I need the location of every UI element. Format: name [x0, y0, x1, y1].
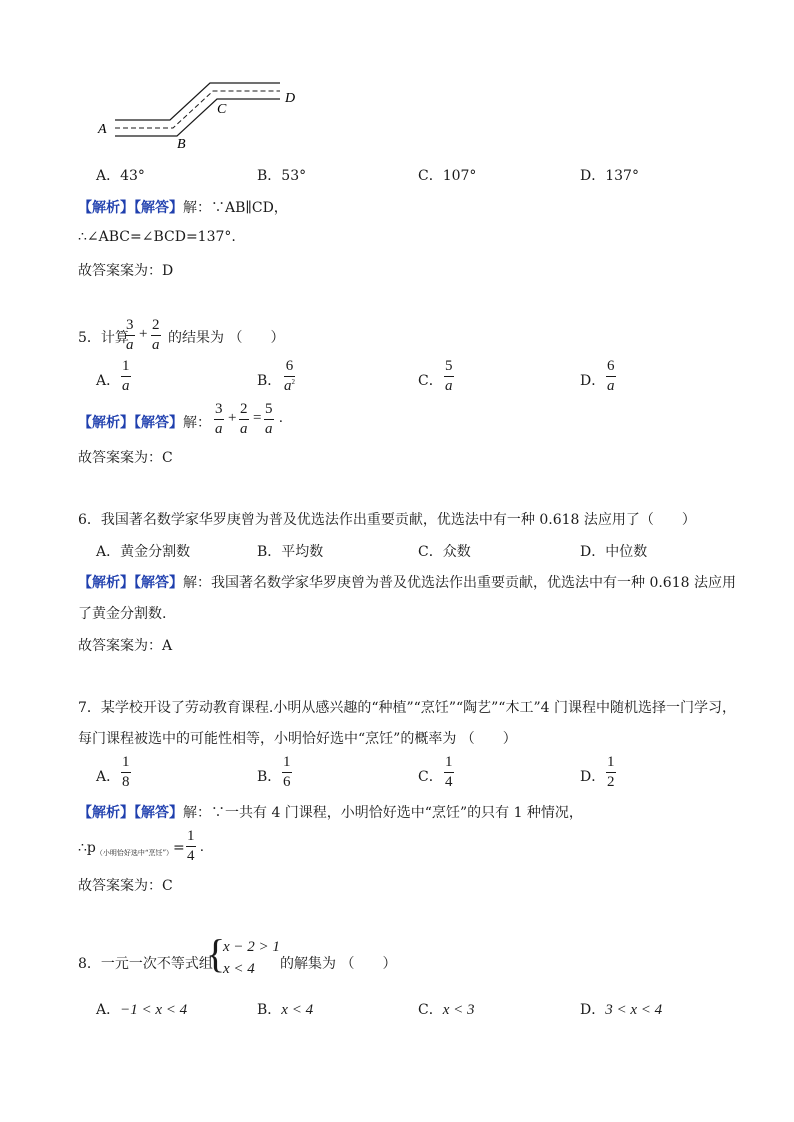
q4-option-a: A．43°: [96, 168, 145, 184]
q6-stem: 6．我国著名数学家华罗庚曾为普及优选法作出重要贡献，优选法中有一种 0.618 法应用了（ ）: [78, 512, 696, 528]
q5-sol-eq: =: [253, 410, 262, 426]
q7-option-b-letter: B．: [257, 769, 282, 785]
q5-solution-prefix: 【解析】【解答】解：: [78, 415, 211, 431]
q5-frac1: $\frac{3}{a}$: [126, 317, 134, 353]
q4-option-c: C．107°: [418, 168, 477, 184]
q8-number: 8．一元一次不等式组: [78, 956, 213, 972]
q7-stem1: 7．某学校开设了劳动教育课程.小明从感兴趣的“种植”“烹饪”“陶艺”“木工”4 门课程中随机选择一门学习，: [78, 700, 736, 716]
q6-final: 故答案案为：A: [78, 638, 173, 654]
label-d: D: [285, 91, 296, 106]
q7-option-c-frac: $\frac{1}{4}$: [445, 754, 453, 790]
q5-option-c-letter: C．: [418, 373, 443, 389]
q5-number: 5．计算: [78, 330, 129, 346]
q5-sol-frac2: $\frac{2}{a}$: [240, 401, 248, 437]
q8-option-d: D．3 < x < 4: [580, 1002, 663, 1018]
q6-option-d: D．中位数: [580, 544, 648, 560]
q5-option-a-frac: $\frac{1}{a}$: [122, 358, 130, 394]
q8-after: 的解集为 （ ）: [280, 956, 397, 972]
answer-tag: 【解答】: [134, 200, 183, 216]
q6-sol2: 了黄金分割数.: [78, 606, 167, 622]
q5-frac2: $\frac{2}{a}$: [152, 317, 160, 353]
q8-option-b: B．x < 4: [257, 1002, 314, 1018]
q4-sol1: 解：∵AB∥CD，: [183, 200, 288, 216]
q5-final: 故答案案为：C: [78, 450, 173, 466]
q8-option-c: C．x < 3: [418, 1002, 475, 1018]
q5-option-c-frac: $\frac{5}{a}$: [445, 358, 453, 394]
q7-option-b-frac: $\frac{1}{6}$: [283, 754, 291, 790]
q7-sol2-frac: $\frac{1}{4}$: [187, 828, 195, 864]
q6-option-b: B．平均数: [257, 544, 324, 560]
q4-sol2: ∴∠ABC=∠BCD=137°.: [78, 229, 236, 245]
q7-final: 故答案案为：C: [78, 878, 173, 894]
q7-option-a-letter: A．: [96, 769, 121, 785]
q7-option-c-letter: C．: [418, 769, 443, 785]
q5-option-d-letter: D．: [580, 373, 606, 389]
q5-option-a-letter: A．: [96, 373, 121, 389]
q6-option-a: A．黄金分割数: [96, 544, 191, 560]
q8-line2: x < 4: [223, 961, 255, 977]
analysis-tag: 【解析】: [78, 200, 134, 216]
q5-option-b-frac: $\frac{6}{a^2}$: [284, 358, 295, 394]
q7-sol2-subscript: （小明恰好选中“烹饪”）: [95, 849, 174, 857]
label-a: A: [98, 122, 107, 137]
q5-sol-frac1: $\frac{3}{a}$: [215, 401, 223, 437]
q4-option-d: D．137°: [580, 168, 639, 184]
road-figure: [95, 75, 310, 155]
q4-option-b: B．53°: [257, 168, 307, 184]
label-c: C: [217, 102, 227, 117]
q5-sol-plus: +: [228, 410, 237, 426]
q5-option-d-frac: $\frac{6}{a}$: [607, 358, 615, 394]
q6-solution-line1: 【解析】【解答】解：我国著名数学家华罗庚曾为普及优选法作出重要贡献，优选法中有一种 0.618 法应用: [78, 575, 736, 591]
q7-sol2-prefix: $\therefore p_{(小明恰好选中“烹饪”)}=$: [78, 840, 185, 857]
q5-plus: +: [139, 326, 148, 342]
q7-option-d-letter: D．: [580, 769, 606, 785]
q7-stem2: 每门课程被选中的可能性相等，小明恰好选中“烹饪”的概率为 （ ）: [78, 731, 517, 747]
q4-final: 故答案案为：D: [78, 263, 174, 279]
q8-brace: {: [206, 931, 226, 976]
q8-option-a: A．−1 < x < 4: [96, 1002, 188, 1018]
q8-line1: x − 2 > 1: [223, 939, 280, 955]
label-b: B: [177, 137, 186, 152]
q5-sol-frac3: $\frac{5}{a}$: [265, 401, 273, 437]
q7-option-a-frac: $\frac{1}{8}$: [122, 754, 130, 790]
q6-option-c: C．众数: [418, 544, 471, 560]
q7-option-d-frac: $\frac{1}{2}$: [607, 754, 615, 790]
q5-after: 的结果为 （ ）: [168, 330, 285, 346]
q5-option-b-letter: B．: [257, 373, 282, 389]
q5-sol-end: .: [279, 410, 283, 426]
q7-solution-line1: 【解析】【解答】解：∵一共有 4 门课程，小明恰好选中“烹饪”的只有 1 种情况，: [78, 805, 583, 821]
q7-sol2-end: .: [200, 839, 204, 855]
q4-solution-line1: [78, 197, 288, 217]
